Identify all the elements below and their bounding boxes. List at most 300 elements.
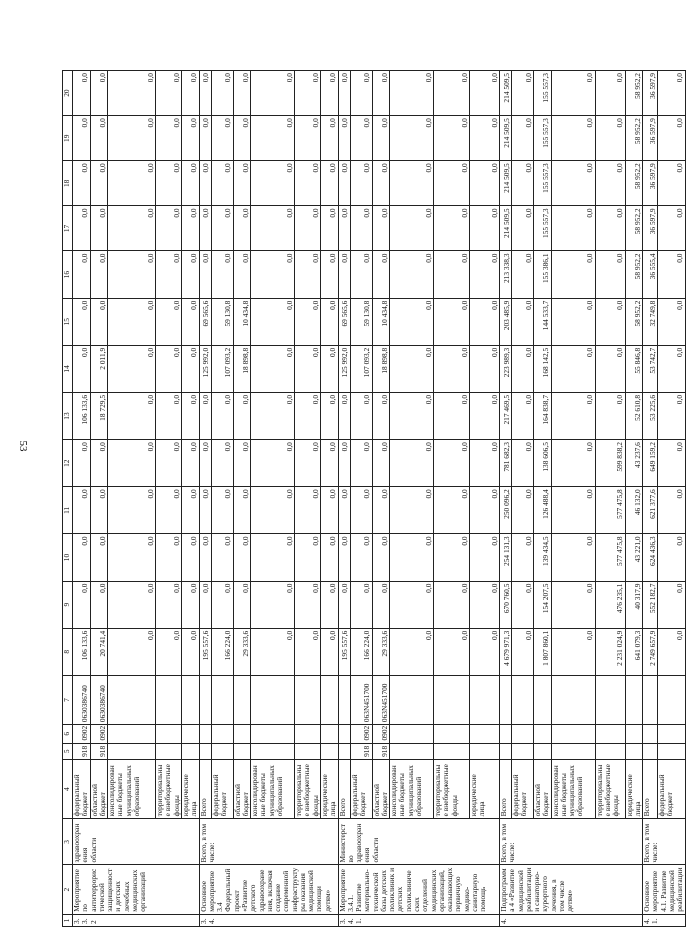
value-cell: 0,0 (551, 345, 595, 392)
header-cell: 20 (63, 71, 73, 116)
value-cell: 0,0 (470, 487, 500, 534)
funding-source: федеральный бюджет (658, 759, 685, 818)
value-cell: 0,0 (295, 345, 321, 392)
value-cell: 0,0 (233, 116, 251, 161)
value-cell: 58 952,2 (625, 298, 643, 345)
value-cell: 0,0 (295, 628, 321, 675)
value-cell: 0,0 (338, 487, 350, 534)
value-cell: 0,0 (320, 298, 338, 345)
value-cell: 0,0 (211, 161, 233, 206)
value-cell: 0,0 (551, 71, 595, 116)
value-cell: 0,0 (108, 487, 156, 534)
value-cell: 0,0 (108, 251, 156, 298)
table-row (390, 71, 434, 927)
ministry-code (643, 743, 658, 759)
value-cell: 0,0 (512, 298, 534, 345)
ministry-code (338, 743, 350, 759)
value-cell: 195 557,6 (199, 628, 211, 675)
value-cell: 0,0 (233, 440, 251, 487)
funding-source: федеральный бюджет (211, 759, 233, 818)
value-cell: 0,0 (156, 628, 182, 675)
section-code (156, 725, 182, 743)
value-cell: 0,0 (512, 487, 534, 534)
value-cell: 0,0 (156, 534, 182, 581)
value-cell: 0,0 (372, 161, 390, 206)
value-cell: 0,0 (320, 251, 338, 298)
header-cell: 15 (63, 298, 73, 345)
value-cell: 0,0 (658, 628, 685, 675)
header-cell: 10 (63, 534, 73, 581)
value-cell: 0,0 (320, 345, 338, 392)
value-cell: 0,0 (295, 534, 321, 581)
value-cell: 0,0 (211, 71, 233, 116)
funding-source: консолидированные бюджеты муниципальных образований (390, 759, 434, 818)
target-item-code (338, 675, 350, 724)
value-cell: 144 533,7 (534, 298, 552, 345)
table-row (320, 71, 338, 927)
target-item-code: 063N451700 (372, 675, 390, 724)
ministry-code (199, 743, 211, 759)
value-cell: 0,0 (233, 71, 251, 116)
ministry-code (625, 743, 643, 759)
section-code: 0902 (90, 725, 108, 743)
value-cell: 69 565,6 (338, 298, 350, 345)
value-cell: 107 093,2 (350, 345, 372, 392)
value-cell: 0,0 (350, 581, 372, 628)
value-cell: 0,0 (658, 440, 685, 487)
section-code (295, 725, 321, 743)
value-cell: 155 557,3 (534, 71, 552, 116)
value-cell: 0,0 (551, 534, 595, 581)
value-cell: 0,0 (551, 251, 595, 298)
header-cell: 14 (63, 345, 73, 392)
value-cell: 0,0 (390, 161, 434, 206)
header-cell: 2 (63, 865, 73, 914)
header-cell: 1 (63, 914, 73, 926)
value-cell: 0,0 (372, 71, 390, 116)
value-cell: 155 557,3 (534, 161, 552, 206)
target-item-code (658, 675, 685, 724)
section-code (470, 725, 500, 743)
value-cell: 0,0 (512, 392, 534, 439)
value-cell: 0,0 (211, 440, 233, 487)
value-cell: 0,0 (350, 487, 372, 534)
value-cell: 0,0 (251, 116, 295, 161)
value-cell: 36 597,9 (643, 206, 658, 251)
funding-source: консолидированные бюджеты муниципальных образований (251, 759, 295, 818)
value-cell: 0,0 (181, 71, 199, 116)
value-cell: 0,0 (211, 392, 233, 439)
value-cell: 0,0 (233, 392, 251, 439)
value-cell: 599 838,2 (595, 440, 625, 487)
value-cell: 0,0 (211, 251, 233, 298)
funding-source: областной бюджет (90, 759, 108, 818)
value-cell: 0,0 (595, 116, 625, 161)
header-cell: 9 (63, 581, 73, 628)
funding-source: федеральный бюджет (73, 759, 91, 818)
header-cell: 7 (63, 675, 73, 724)
value-cell: 59 130,8 (350, 298, 372, 345)
value-cell: 0,0 (434, 534, 470, 581)
value-cell: 0,0 (434, 116, 470, 161)
value-cell: 18 729,5 (90, 392, 108, 439)
ministry-code: 918 (90, 743, 108, 759)
value-cell: 0,0 (181, 161, 199, 206)
value-cell: 36 597,9 (643, 71, 658, 116)
value-cell: 0,0 (295, 392, 321, 439)
value-cell: 250 096,2 (500, 487, 512, 534)
section-code (320, 725, 338, 743)
value-cell: 0,0 (295, 298, 321, 345)
ministry-code: 918 (73, 743, 91, 759)
value-cell: 0,0 (156, 581, 182, 628)
table-row (233, 71, 251, 927)
table-row (625, 71, 643, 927)
value-cell: 0,0 (551, 206, 595, 251)
funding-source: федеральный бюджет (512, 759, 534, 818)
target-item-code (233, 675, 251, 724)
funding-source: юридические лица (181, 759, 199, 818)
value-cell: 0,0 (372, 534, 390, 581)
target-item-code (108, 675, 156, 724)
value-cell: 0,0 (551, 392, 595, 439)
table-row (156, 71, 182, 927)
value-cell: 0,0 (372, 581, 390, 628)
value-cell: 0,0 (295, 161, 321, 206)
value-cell: 107 093,2 (211, 345, 233, 392)
value-cell: 0,0 (73, 534, 91, 581)
value-cell: 0,0 (73, 116, 91, 161)
value-cell: 0,0 (211, 534, 233, 581)
value-cell: 0,0 (512, 581, 534, 628)
value-cell: 10 434,8 (233, 298, 251, 345)
section-code (108, 725, 156, 743)
table-row (500, 71, 512, 927)
value-cell: 0,0 (199, 206, 211, 251)
value-cell: 0,0 (251, 345, 295, 392)
funding-source: областной бюджет (534, 759, 552, 818)
value-cell: 0,0 (390, 534, 434, 581)
value-cell: 53 742,7 (643, 345, 658, 392)
value-cell: 0,0 (390, 440, 434, 487)
value-cell: 18 898,8 (372, 345, 390, 392)
value-cell: 0,0 (181, 628, 199, 675)
value-cell: 0,0 (470, 534, 500, 581)
value-cell: 126 488,4 (534, 487, 552, 534)
table-row (658, 71, 685, 927)
section-code (643, 725, 658, 743)
target-item-code (181, 675, 199, 724)
value-cell: 0,0 (251, 534, 295, 581)
value-cell: 154 207,5 (534, 581, 552, 628)
value-cell: 0,0 (434, 345, 470, 392)
value-cell: 0,0 (156, 71, 182, 116)
table-row (595, 71, 625, 927)
value-cell: 0,0 (181, 392, 199, 439)
value-cell: 0,0 (251, 206, 295, 251)
value-cell: 214 509,5 (500, 71, 512, 116)
value-cell: 0,0 (512, 71, 534, 116)
ministry-code (181, 743, 199, 759)
value-cell: 0,0 (390, 628, 434, 675)
value-cell: 58 952,2 (625, 161, 643, 206)
value-cell: 0,0 (551, 116, 595, 161)
value-cell: 0,0 (512, 628, 534, 675)
value-cell: 0,0 (372, 487, 390, 534)
section-code (251, 725, 295, 743)
value-cell: 0,0 (211, 206, 233, 251)
item-number: 4.1. (643, 914, 685, 926)
value-cell: 0,0 (338, 581, 350, 628)
value-cell: 0,0 (372, 440, 390, 487)
value-cell: 46 132,0 (625, 487, 643, 534)
table-row (551, 71, 595, 927)
funding-source: консолидированные бюджеты муниципальных образований (108, 759, 156, 818)
value-cell: 552 182,7 (643, 581, 658, 628)
value-cell: 69 565,6 (199, 298, 211, 345)
value-cell: 0,0 (90, 116, 108, 161)
target-item-code (434, 675, 470, 724)
value-cell: 0,0 (156, 345, 182, 392)
value-cell: 155 557,3 (534, 116, 552, 161)
item-executor: здравоохранения области (73, 819, 200, 865)
value-cell: 0,0 (338, 392, 350, 439)
value-cell: 0,0 (320, 534, 338, 581)
value-cell: 0,0 (295, 251, 321, 298)
value-cell: 0,0 (251, 487, 295, 534)
item-title: Подпрограмма 4 «Развитие медицинской реабилитации и санаторно-курортного лечения, в том числе детям» (500, 865, 643, 914)
value-cell: 0,0 (658, 345, 685, 392)
target-item-code (156, 675, 182, 724)
value-cell: 649 159,2 (643, 440, 658, 487)
table-row (434, 71, 470, 927)
value-cell: 0,0 (251, 628, 295, 675)
value-cell: 0,0 (295, 487, 321, 534)
value-cell: 0,0 (295, 440, 321, 487)
ministry-code (551, 743, 595, 759)
value-cell: 0,0 (595, 206, 625, 251)
value-cell: 0,0 (108, 206, 156, 251)
value-cell: 577 475,8 (595, 534, 625, 581)
value-cell: 0,0 (156, 116, 182, 161)
value-cell: 0,0 (434, 628, 470, 675)
value-cell: 125 992,0 (199, 345, 211, 392)
value-cell: 0,0 (73, 161, 91, 206)
value-cell: 4 679 971,3 (500, 628, 512, 675)
section-code (500, 725, 512, 743)
value-cell: 0,0 (90, 298, 108, 345)
value-cell: 0,0 (320, 487, 338, 534)
value-cell: 0,0 (233, 161, 251, 206)
value-cell: 1 807 860,1 (534, 628, 552, 675)
ministry-code: 918 (372, 743, 390, 759)
header-cell: 3 (63, 819, 73, 865)
ministry-code (108, 743, 156, 759)
value-cell: 0,0 (390, 116, 434, 161)
value-cell: 254 131,3 (500, 534, 512, 581)
value-cell: 0,0 (658, 298, 685, 345)
value-cell: 0,0 (251, 440, 295, 487)
value-cell: 0,0 (233, 487, 251, 534)
value-cell: 0,0 (199, 392, 211, 439)
value-cell: 0,0 (108, 161, 156, 206)
value-cell: 32 749,8 (643, 298, 658, 345)
value-cell: 0,0 (90, 581, 108, 628)
value-cell: 2 011,9 (90, 345, 108, 392)
value-cell: 138 606,5 (534, 440, 552, 487)
table-row (295, 71, 321, 927)
section-code (338, 725, 350, 743)
funding-source: Всего (338, 759, 350, 818)
value-cell: 0,0 (181, 116, 199, 161)
value-cell: 0,0 (108, 345, 156, 392)
value-cell: 0,0 (199, 161, 211, 206)
ministry-code (534, 743, 552, 759)
value-cell: 0,0 (434, 487, 470, 534)
header-cell: 18 (63, 161, 73, 206)
target-item-code: 063N451700 (350, 675, 372, 724)
budget-table-sheet (62, 28, 685, 933)
item-number: 3.4. (199, 914, 338, 926)
value-cell: 0,0 (658, 392, 685, 439)
funding-source: областной бюджет (233, 759, 251, 818)
item-number: 4. (500, 914, 643, 926)
value-cell: 0,0 (73, 440, 91, 487)
header-cell: 13 (63, 392, 73, 439)
section-code: 0902 (372, 725, 390, 743)
value-cell: 40 317,9 (625, 581, 643, 628)
ministry-code (434, 743, 470, 759)
value-cell: 214 509,5 (500, 116, 512, 161)
value-cell: 155 557,3 (534, 206, 552, 251)
target-item-code (251, 675, 295, 724)
funding-source: территориальные внебюджетные фонды (595, 759, 625, 818)
value-cell: 0,0 (295, 581, 321, 628)
value-cell: 0,0 (73, 251, 91, 298)
ministry-code (295, 743, 321, 759)
value-cell: 0,0 (350, 251, 372, 298)
funding-source: юридические лица (470, 759, 500, 818)
value-cell: 0,0 (233, 251, 251, 298)
value-cell: 577 475,8 (595, 487, 625, 534)
value-cell: 0,0 (233, 581, 251, 628)
value-cell: 20 741,4 (90, 628, 108, 675)
value-cell: 0,0 (181, 581, 199, 628)
section-code (199, 725, 211, 743)
value-cell: 0,0 (90, 161, 108, 206)
value-cell: 0,0 (108, 534, 156, 581)
header-cell: 16 (63, 251, 73, 298)
value-cell: 476 235,1 (595, 581, 625, 628)
value-cell: 29 333,6 (233, 628, 251, 675)
value-cell: 0,0 (108, 71, 156, 116)
value-cell: 0,0 (73, 206, 91, 251)
value-cell: 0,0 (434, 71, 470, 116)
value-cell: 0,0 (73, 298, 91, 345)
value-cell: 10 434,8 (372, 298, 390, 345)
table-row (90, 71, 108, 927)
value-cell: 0,0 (470, 206, 500, 251)
table-row (108, 71, 156, 927)
value-cell: 0,0 (211, 116, 233, 161)
funding-source: территориальные внебюджетные фонды (156, 759, 182, 818)
value-cell: 0,0 (658, 534, 685, 581)
item-executor: Всего, в том числе: (500, 819, 643, 865)
value-cell: 0,0 (434, 581, 470, 628)
value-cell: 0,0 (90, 440, 108, 487)
value-cell: 0,0 (350, 116, 372, 161)
target-item-code (500, 675, 512, 724)
value-cell: 0,0 (595, 345, 625, 392)
ministry-code (595, 743, 625, 759)
header-cell: 12 (63, 440, 73, 487)
value-cell: 0,0 (595, 251, 625, 298)
value-cell: 214 509,5 (500, 206, 512, 251)
value-cell: 155 386,1 (534, 251, 552, 298)
value-cell: 213 338,3 (500, 251, 512, 298)
header-cell: 6 (63, 725, 73, 743)
ministry-code (156, 743, 182, 759)
section-code: 0902 (73, 725, 91, 743)
value-cell: 18 898,8 (233, 345, 251, 392)
value-cell: 0,0 (251, 161, 295, 206)
value-cell: 0,0 (350, 161, 372, 206)
value-cell: 0,0 (156, 161, 182, 206)
value-cell: 0,0 (390, 251, 434, 298)
value-cell: 0,0 (595, 392, 625, 439)
value-cell: 106 133,6 (73, 392, 91, 439)
ministry-code (470, 743, 500, 759)
value-cell: 0,0 (470, 251, 500, 298)
value-cell: 0,0 (251, 392, 295, 439)
ministry-code (211, 743, 233, 759)
value-cell: 0,0 (90, 534, 108, 581)
funding-source: Всего (643, 759, 658, 818)
value-cell: 0,0 (295, 116, 321, 161)
value-cell: 0,0 (108, 116, 156, 161)
header-cell: 17 (63, 206, 73, 251)
value-cell: 0,0 (512, 440, 534, 487)
value-cell: 0,0 (211, 581, 233, 628)
target-item-code (551, 675, 595, 724)
value-cell: 166 224,0 (211, 628, 233, 675)
section-code (551, 725, 595, 743)
funding-source: территориальные внебюджетные фонды (434, 759, 470, 818)
target-item-code (199, 675, 211, 724)
value-cell: 58 952,2 (625, 71, 643, 116)
item-executor: Всего, в том числе: (643, 819, 685, 865)
page-number: 53 (17, 440, 29, 452)
value-cell: 0,0 (156, 487, 182, 534)
section-code (625, 725, 643, 743)
value-cell: 0,0 (156, 251, 182, 298)
value-cell: 0,0 (181, 487, 199, 534)
table-row (338, 71, 350, 927)
value-cell: 0,0 (434, 440, 470, 487)
value-cell: 0,0 (350, 440, 372, 487)
value-cell: 0,0 (233, 534, 251, 581)
funding-source: Всего (500, 759, 512, 818)
value-cell: 0,0 (390, 581, 434, 628)
funding-source: юридические лица (625, 759, 643, 818)
value-cell: 0,0 (320, 392, 338, 439)
value-cell: 0,0 (470, 440, 500, 487)
value-cell: 58 952,2 (625, 251, 643, 298)
funding-source: федеральный бюджет (350, 759, 372, 818)
section-code (390, 725, 434, 743)
header-cell: 4 (63, 759, 73, 818)
value-cell: 0,0 (73, 345, 91, 392)
